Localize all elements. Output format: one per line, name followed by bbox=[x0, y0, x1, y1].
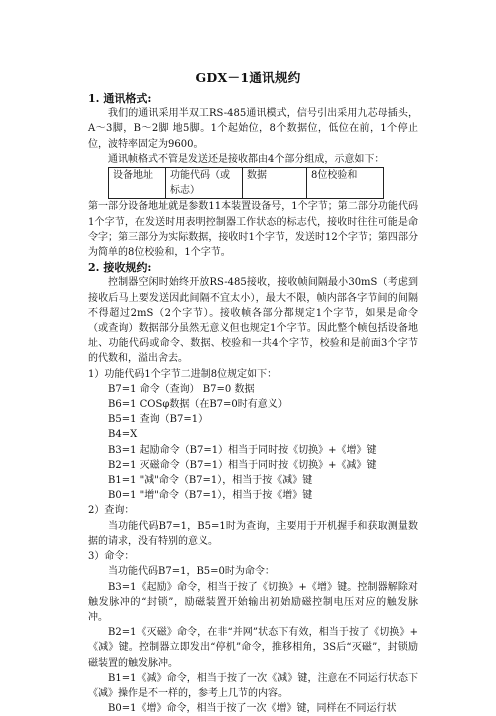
bit-b1: B1=1 "减"命令（B7=1），相当于按《减》键 bbox=[108, 475, 313, 487]
frame-format-description: 第一部分设备地址就是参数11本装置设备号，1个字节；第二部分功能代码1个字节，在发送时用表明控制器工作状态的标志代，接收时往往可能是命令字；第三部分为实际数据，接收时1个字节，发送时12个字节；第四部分为简单的8位校验和，1个字节。 bbox=[88, 201, 418, 259]
section-1-paragraph: 我们的通讯采用半双工RS-485通讯模式，信号引出采用九芯母插头，A～3脚，B～2脚 地5脚。1个起始位，8个数据位，低位在前，1个停止位，波特率固定为9600。 bbox=[88, 108, 418, 150]
bit-b0: B0=1 "增"命令（B7=1），相当于按《增》键 bbox=[108, 490, 313, 502]
command-b1: B1=1《减》命令，相当于按了一次《减》键，注意在不同运行状态下《减》操作是不一样的，参考上几节的内容。 bbox=[88, 672, 418, 699]
bit-b5: B5=1 查询（B7=1） bbox=[108, 414, 209, 426]
frame-cell-function: 功能代码（或标志） bbox=[166, 168, 243, 199]
command-heading: 3）命令： bbox=[88, 551, 135, 563]
bit-b2: B2=1 灭磁命令（B7=1）相当于同时按《切换》+《减》键 bbox=[108, 459, 377, 471]
command-b2: B2=1《灭磁》命令，在非“并网”状态下有效，相当于按了《切换》+《减》键。控制器立即发出“停机”命令，推移相角，3S后“灭磁”，封锁励磁装置的触发脉冲。 bbox=[88, 627, 418, 669]
bit-b3: B3=1 起励命令（B7=1）相当于同时按《切换》+《增》键 bbox=[108, 444, 377, 456]
section-1-heading: 1. 通讯格式: bbox=[88, 92, 152, 105]
frame-cell-address: 设备地址 bbox=[109, 168, 166, 199]
section-2-paragraph: 控制器空闲时始终开放RS-485接收，接收帧间隔最小30mS（考虑到接收后马上要发送因此间隔不宜太小），最大不限，帧内部各字节间的间隔不得超过2mS（2个字节）。接收帧各部分都规定1个字节，如果是命令（或查询）数据部分虽然无意义但也规定1个字节。因此整个帧包括设备地址、功能代码或命令、数据、校验和一共4个字节，校验和是前面3个字节的代数和，溢出舍去。 bbox=[88, 277, 418, 365]
function-code-heading: 1）功能代码1个字节二进制8位规定如下： bbox=[88, 368, 278, 380]
document-body bbox=[88, 91, 418, 716]
document-title: GDX－1通讯规约 bbox=[195, 70, 301, 85]
query-text: 当功能代码B7=1，B5=1时为查询，主要用于开机握手和获取测量数据的请求，没有特别的意义。 bbox=[88, 520, 418, 547]
command-b0: B0=1《增》命令，相当于按了一次《增》键，同样在不同运行状 bbox=[108, 703, 397, 715]
bit-b6: B6=1 COSφ数据（在B7=0时有意义） bbox=[108, 399, 288, 411]
frame-format-intro: 通讯帧格式不管是发送还是接收都由4个部分组成，示意如下： bbox=[108, 153, 385, 165]
command-intro: 当功能代码B7=1，B5=0时为命令： bbox=[108, 566, 275, 578]
frame-format-table bbox=[108, 167, 384, 199]
bit-b4: B4=X bbox=[108, 429, 138, 441]
query-heading: 2）查询： bbox=[88, 505, 135, 517]
frame-cell-checksum: 8位校验和 bbox=[307, 168, 384, 199]
frame-cell-data: 数据 bbox=[243, 168, 307, 199]
bit-b7: B7=1 命令（查询） B7=0 数据 bbox=[108, 383, 255, 395]
section-2-heading: 2. 接收规约: bbox=[88, 261, 152, 275]
command-b3: B3=1《起励》命令，相当于按了《切换》+《增》键。控制器解除对触发脉冲的“封锁”，励磁装置开始输出初始励磁控制电压对应的触发脉冲。 bbox=[88, 581, 418, 623]
